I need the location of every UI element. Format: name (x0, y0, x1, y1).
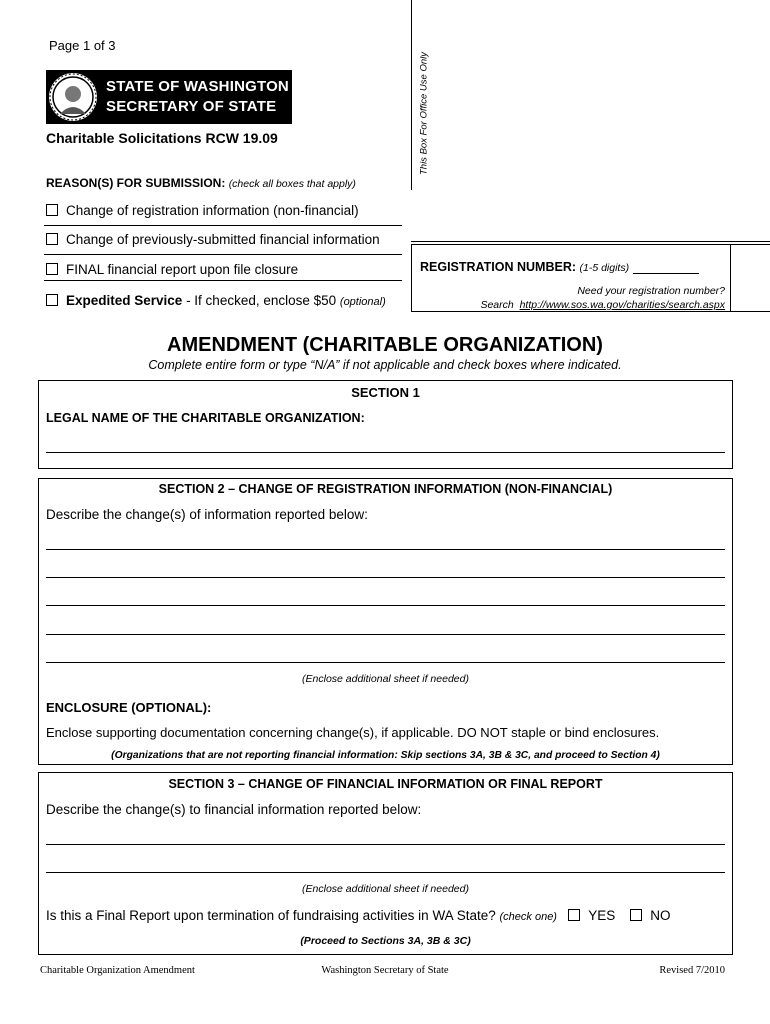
expedited-checkbox[interactable] (46, 294, 58, 306)
expedited-label: Expedited Service (66, 293, 183, 308)
footer-right: Revised 7/2010 (659, 965, 725, 976)
office-use-label: This Box For Office Use Only (418, 52, 430, 176)
section2-describe: Describe the change(s) of information reported below: (46, 507, 368, 522)
expedited-text: - If checked, enclose $50 (182, 293, 340, 308)
form-title: AMENDMENT (CHARITABLE ORGANIZATION) (167, 334, 603, 356)
section2-input-line[interactable] (46, 549, 725, 550)
registration-input-line[interactable] (633, 262, 699, 274)
check-one-hint: (check one) (499, 911, 557, 923)
state-seal-icon (48, 72, 98, 122)
reason-option[interactable] (46, 203, 359, 218)
final-report-question (46, 908, 671, 923)
section2-enclose-note: (Enclose additional sheet if needed) (302, 673, 469, 685)
reason-checkbox-3[interactable] (46, 263, 58, 275)
enclosure-text: Enclose supporting documentation concerning change(s), if applicable. DO NOT staple or bind enclosures. (46, 725, 660, 740)
section2-input-line[interactable] (46, 605, 725, 606)
search-link[interactable]: http://www.sos.wa.gov/charities/search.aspx (519, 299, 725, 311)
footer-left: Charitable Organization Amendment (40, 965, 195, 976)
section2-input-line[interactable] (46, 634, 725, 635)
section3-input-line[interactable] (46, 844, 725, 845)
skip-note: (Organizations that are not reporting financial information: Skip sections 3A, 3B & 3C, and proceed to Section 4) (111, 750, 660, 761)
reason-label-2: Change of previously-submitted financial information (66, 232, 380, 247)
section3-heading: SECTION 3 – CHANGE OF FINANCIAL INFORMATION OR FINAL REPORT (168, 777, 603, 791)
section1-label: LEGAL NAME OF THE CHARITABLE ORGANIZATION: (46, 411, 365, 425)
form-instructions: Complete entire form or type “N/A” if not applicable and check boxes where indicated. (148, 358, 622, 372)
final-yes-label: YES (588, 908, 616, 923)
enclosure-heading: ENCLOSURE (OPTIONAL): (46, 700, 212, 715)
state-logo (46, 70, 292, 124)
reason-checkbox-1[interactable] (46, 204, 58, 216)
reasons-label: REASON(S) FOR SUBMISSION: (46, 176, 226, 190)
registration-hint: (1-5 digits) (579, 262, 630, 274)
expedited-option[interactable] (46, 293, 386, 308)
proceed-note: (Proceed to Sections 3A, 3B & 3C) (300, 935, 471, 947)
reason-option[interactable] (46, 262, 298, 277)
logo-line2: SECRETARY OF STATE (106, 98, 277, 115)
section2-input-line[interactable] (46, 577, 725, 578)
page-indicator: Page 1 of 3 (49, 38, 116, 53)
section2-heading: SECTION 2 – CHANGE OF REGISTRATION INFORMATION (NON-FINANCIAL) (158, 482, 613, 496)
legal-name-input-line[interactable] (46, 452, 725, 453)
section3-enclose-note: (Enclose additional sheet if needed) (302, 883, 469, 895)
registration-number[interactable] (420, 260, 699, 274)
section2-input-line[interactable] (46, 662, 725, 663)
search-label: Search (480, 299, 514, 311)
section3-box (38, 772, 733, 955)
subtitle: Charitable Solicitations RCW 19.09 (46, 130, 278, 146)
reason-label-3: FINAL financial report upon file closure (66, 262, 299, 277)
final-no-checkbox[interactable] (630, 909, 642, 921)
registration-need: Need your registration number? (577, 285, 725, 297)
reason-checkbox-2[interactable] (46, 233, 58, 245)
logo-line1: STATE OF WASHINGTON (106, 78, 289, 95)
section3-describe: Describe the change(s) to financial information reported below: (46, 802, 422, 817)
office-box-border (411, 0, 412, 190)
reason-option[interactable] (46, 232, 380, 247)
reasons-heading (46, 176, 356, 190)
registration-search (420, 299, 725, 311)
footer-center: Washington Secretary of State (321, 965, 449, 976)
section3-input-line[interactable] (46, 872, 725, 873)
final-yes-checkbox[interactable] (568, 909, 580, 921)
reasons-hint: (check all boxes that apply) (228, 178, 356, 190)
section1-heading: SECTION 1 (351, 385, 420, 400)
expedited-optional: (optional) (339, 296, 386, 308)
reason-label-1: Change of registration information (non-financial) (66, 203, 359, 218)
registration-label: REGISTRATION NUMBER: (420, 260, 577, 274)
final-no-label: NO (650, 908, 671, 923)
final-question-text: Is this a Final Report upon termination of fundraising activities in WA State? (46, 908, 496, 923)
